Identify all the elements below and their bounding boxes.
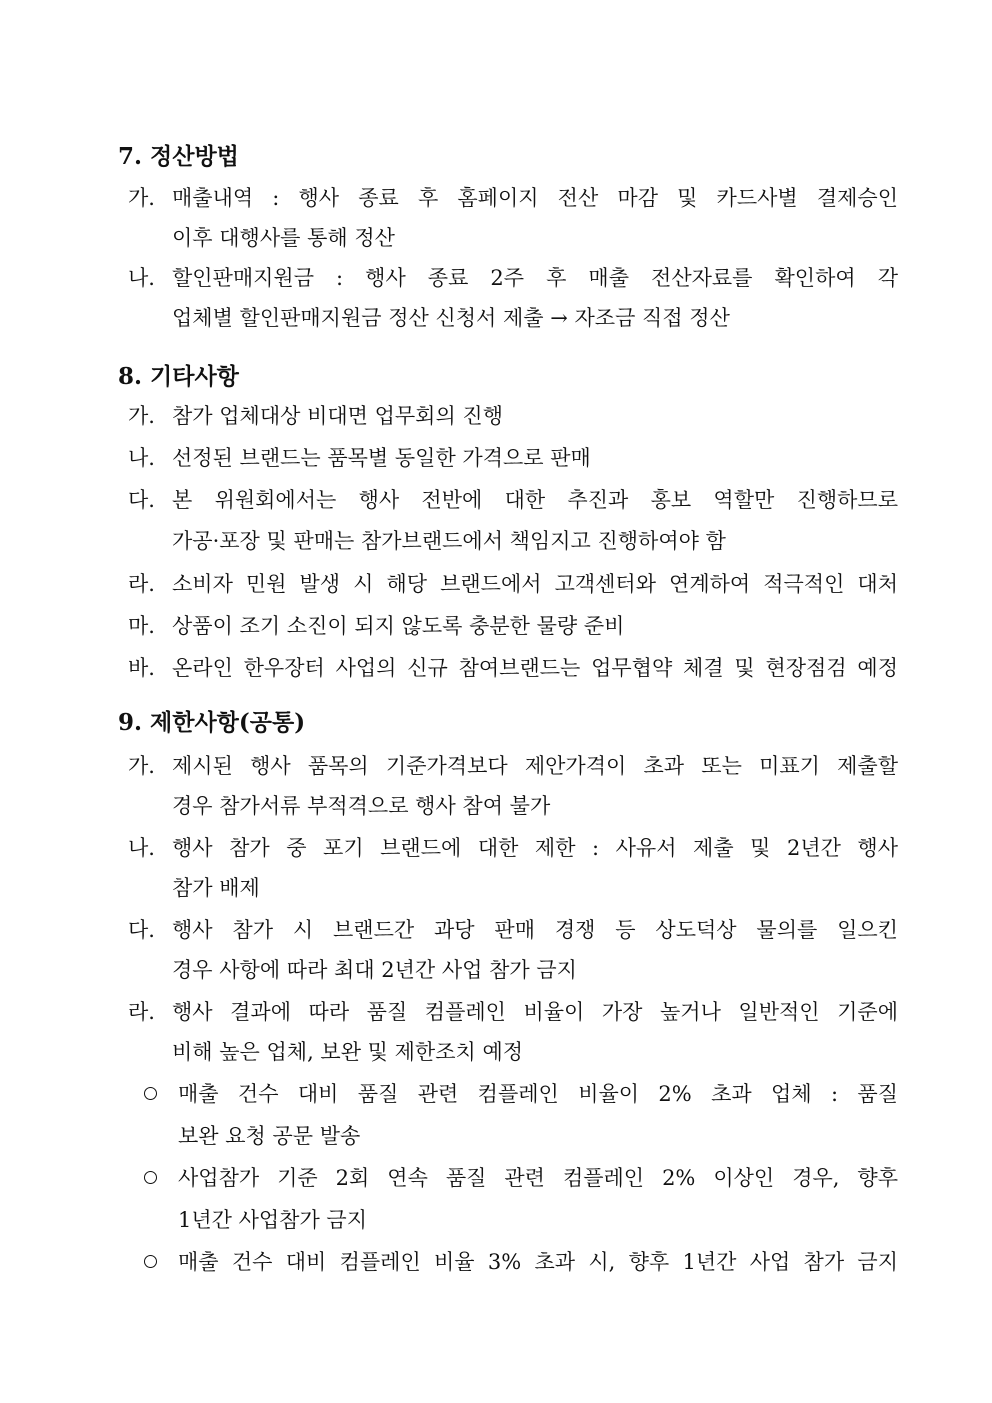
bullet-text-line: 1년간 사업참가 금지 [178,1208,367,1232]
circle-bullet-icon [144,1087,157,1100]
item-marker: 나. [128,446,155,470]
item-text-line: 제시된 행사 품목의 기준가격보다 제안가격이 초과 또는 미표기 제출할 [172,754,898,778]
item-marker: 나. [128,266,155,290]
item-marker: 가. [128,404,155,428]
item-marker: 나. [128,836,155,860]
item-text-line: 매출내역 : 행사 종료 후 홈페이지 전산 마감 및 카드사별 결제승인 [172,186,898,210]
item-text-line: 상품이 조기 소진이 되지 않도록 충분한 물량 준비 [172,614,625,638]
bullet-text-line: 보완 요청 공문 발송 [178,1124,361,1148]
item-marker: 마. [128,614,155,638]
item-text-line: 소비자 민원 발생 시 해당 브랜드에서 고객센터와 연계하여 적극적인 대처 [172,572,898,596]
section-heading-7: 7. 정산방법 [118,143,239,170]
item-marker: 라. [128,1000,155,1024]
item-marker: 바. [128,656,155,680]
item-text-line: 참가 업체대상 비대면 업무회의 진행 [172,404,503,428]
item-marker: 다. [128,918,155,942]
bullet-text-line: 사업참가 기준 2회 연속 품질 관련 컴플레인 2% 이상인 경우, 향후 [178,1166,898,1190]
item-text-line: 경우 참가서류 부적격으로 행사 참여 불가 [172,794,551,818]
bullet-text-line: 매출 건수 대비 컴플레인 비율 3% 초과 시, 향후 1년간 사업 참가 금지 [178,1250,898,1274]
item-text-line: 할인판매지원금 : 행사 종료 2주 후 매출 전산자료를 확인하여 각 [172,266,898,290]
item-marker: 가. [128,186,155,210]
item-text-line: 가공·포장 및 판매는 참가브랜드에서 책임지고 진행하여야 함 [172,529,726,553]
item-text-line: 업체별 할인판매지원금 정산 신청서 제출 → 자조금 직접 정산 [172,306,730,330]
item-marker: 가. [128,754,155,778]
item-text-line: 경우 사항에 따라 최대 2년간 사업 참가 금지 [172,958,577,982]
item-marker: 라. [128,572,155,596]
item-text-line: 참가 배제 [172,876,260,900]
item-text-line: 행사 참가 중 포기 브랜드에 대한 제한 : 사유서 제출 및 2년간 행사 [172,836,898,860]
section-heading-8: 8. 기타사항 [118,363,239,390]
item-text-line: 본 위원회에서는 행사 전반에 대한 추진과 홍보 역할만 진행하므로 [172,488,898,512]
circle-bullet-icon [144,1255,157,1268]
item-text-line: 행사 참가 시 브랜드간 과당 판매 경쟁 등 상도덕상 물의를 일으킨 [172,918,898,942]
item-text-line: 선정된 브랜드는 품목별 동일한 가격으로 판매 [172,446,591,470]
item-text-line: 온라인 한우장터 사업의 신규 참여브랜드는 업무협약 체결 및 현장점검 예정 [172,656,898,680]
item-marker: 다. [128,488,155,512]
section-heading-9: 9. 제한사항(공통) [118,709,306,736]
item-text-line: 이후 대행사를 통해 정산 [172,226,395,250]
item-text-line: 비해 높은 업체, 보완 및 제한조치 예정 [172,1040,524,1064]
item-text-line: 행사 결과에 따라 품질 컴플레인 비율이 가장 높거나 일반적인 기준에 [172,1000,898,1024]
bullet-text-line: 매출 건수 대비 품질 관련 컴플레인 비율이 2% 초과 업체 : 품질 [178,1082,898,1106]
circle-bullet-icon [144,1171,157,1184]
